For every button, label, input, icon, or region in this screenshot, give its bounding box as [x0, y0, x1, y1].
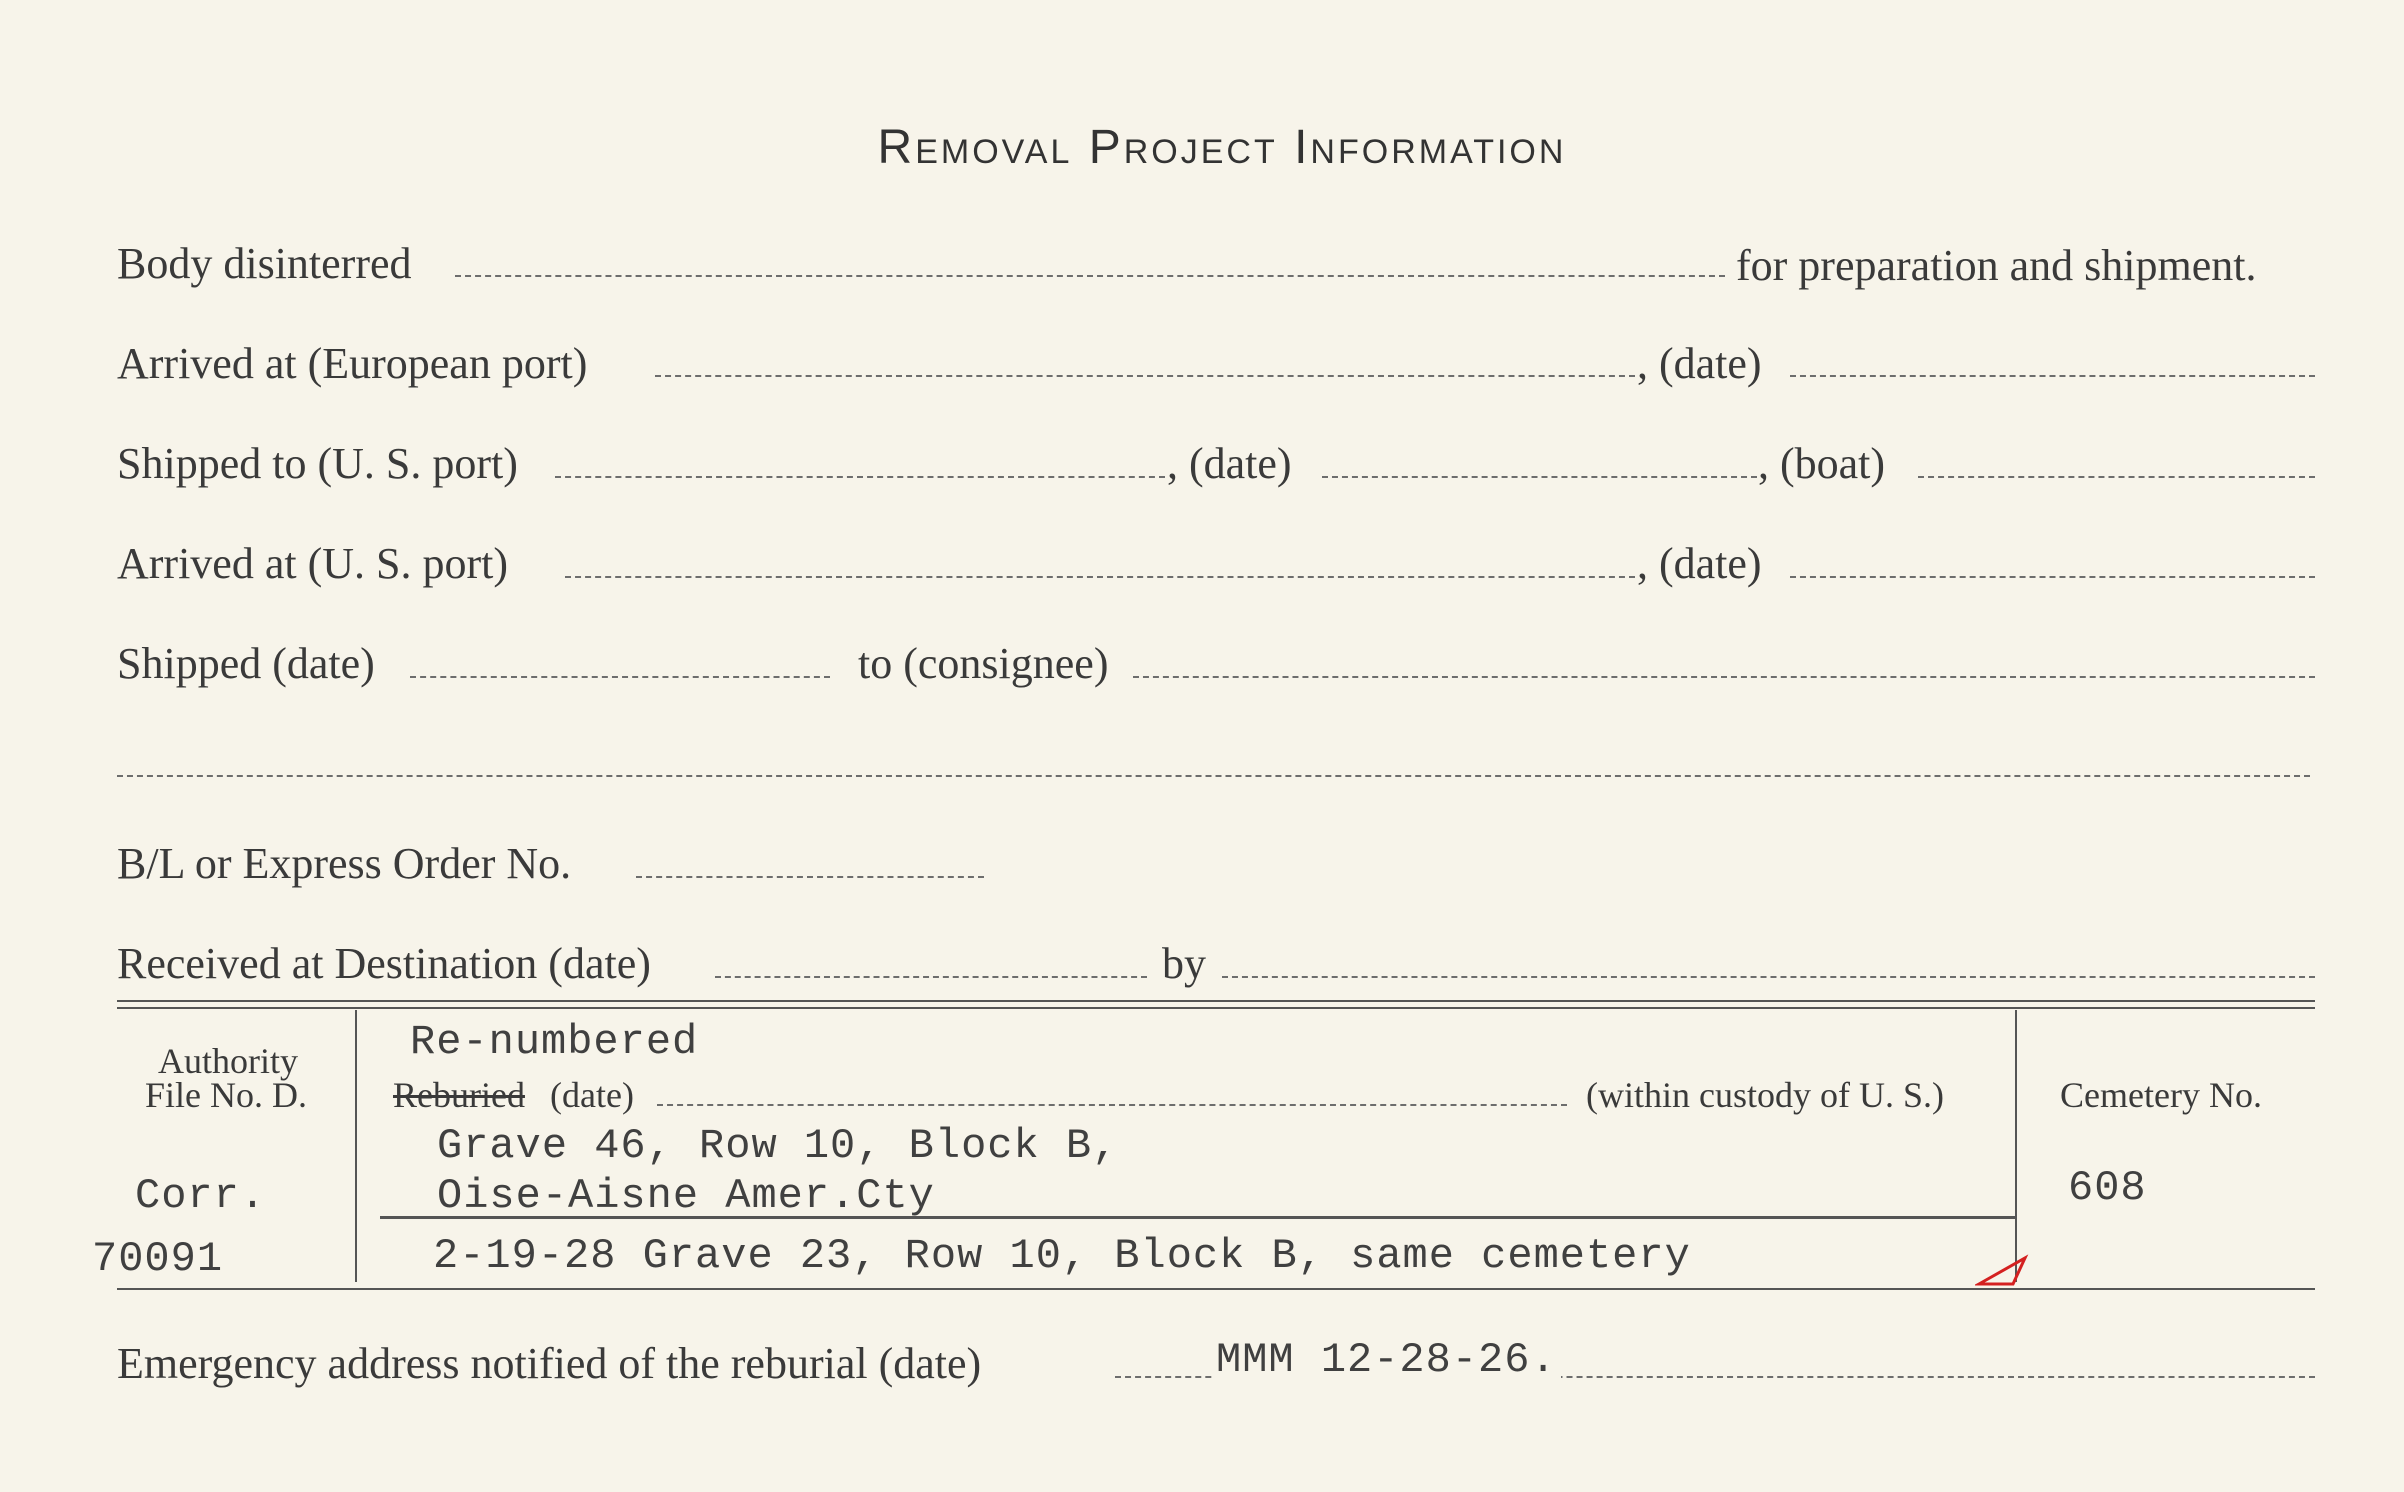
received-destination-label: Received at Destination (date) — [117, 939, 651, 988]
arrived-european-line — [655, 375, 1635, 377]
for-preparation-label: for preparation and shipment. — [1736, 241, 2257, 290]
reburied-date-label: (date) — [550, 1075, 634, 1115]
consignee-line — [1133, 676, 2315, 678]
body-disinterred-label: Body disinterred — [117, 239, 412, 288]
date-label-1: , (date) — [1637, 339, 1762, 388]
box-top-rule-2 — [117, 1007, 2315, 1009]
corr-text: Corr. — [135, 1172, 267, 1220]
renumbered-text: Re-numbered — [410, 1018, 699, 1066]
arrived-european-label: Arrived at (European port) — [117, 339, 588, 388]
boat-line — [1918, 476, 2315, 478]
date-line-1 — [1790, 375, 2315, 377]
to-consignee-label: to (consignee) — [858, 639, 1109, 688]
grave-line-1: Grave 46, Row 10, Block B, — [437, 1122, 1119, 1170]
by-label: by — [1162, 939, 1206, 988]
date-label-2: , (date) — [1167, 439, 1292, 488]
box-divider-right — [2015, 1010, 2017, 1282]
body-disinterred-line — [455, 275, 1725, 277]
shipped-us-port-line — [555, 476, 1165, 478]
cemetery-number: 608 — [2068, 1164, 2147, 1212]
page-title: Removal Project Information — [877, 121, 1567, 174]
by-line — [1222, 976, 2315, 978]
grave-line-3: 2-19-28 Grave 23, Row 10, Block B, same cemetery — [433, 1232, 1691, 1280]
bl-order-line — [636, 876, 984, 878]
date-line-3 — [1790, 576, 2315, 578]
emergency-date-value: MMM 12-28-26. — [1212, 1336, 1561, 1384]
file-number: 70091 — [92, 1235, 224, 1283]
date-label-3: , (date) — [1637, 539, 1762, 588]
reburied-date-line — [657, 1104, 1567, 1106]
box-top-rule-1 — [117, 1000, 2315, 1002]
file-no-label: File No. D. — [145, 1075, 307, 1115]
bl-order-label: B/L or Express Order No. — [117, 839, 572, 888]
red-check-mark-icon — [1975, 1250, 2035, 1290]
custody-label: (within custody of U. S.) — [1586, 1075, 1944, 1115]
arrived-us-port-label: Arrived at (U. S. port) — [117, 539, 509, 588]
received-destination-line — [715, 976, 1147, 978]
date-line-2 — [1322, 476, 1757, 478]
shipped-date-line — [410, 676, 830, 678]
grave-line-2: Oise-Aisne Amer.Cty — [437, 1172, 935, 1220]
authority-label: Authority — [158, 1041, 298, 1081]
blank-line — [117, 775, 2310, 777]
reburied-struck-label: Reburied — [393, 1075, 525, 1115]
shipped-date-label: Shipped (date) — [117, 639, 375, 688]
boat-label: , (boat) — [1758, 439, 1886, 488]
arrived-us-port-line — [565, 576, 1635, 578]
cemetery-no-label: Cemetery No. — [2060, 1075, 2262, 1115]
box-divider-left — [355, 1010, 357, 1282]
emergency-label: Emergency address notified of the reburial (date) — [117, 1339, 982, 1388]
shipped-us-port-label: Shipped to (U. S. port) — [117, 439, 518, 488]
